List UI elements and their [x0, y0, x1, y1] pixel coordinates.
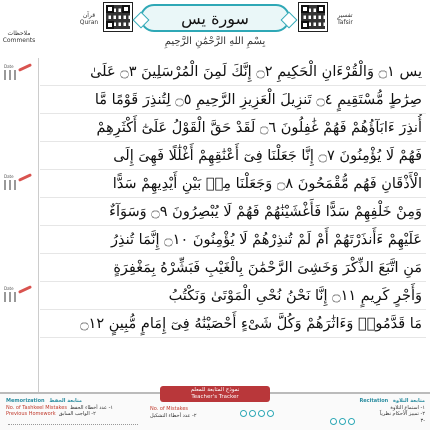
qr-code-quran[interactable]: [103, 2, 133, 32]
verse-line: مَنِ اتَّبَعَ الذِّكْرَ وَخَشِىَ الرَّحْمَٰنَ بِالْغَيْبِ فَبَشِّرْهُ بِمَغْفِرَةٍ: [40, 254, 426, 282]
verse-line: مَا قَدَّمُوا۟ وَءَاثَٰرَهُمْ وَكُلَّ شَىْءٍ أَحْصَيْنَٰهُ فِىٓ إِمَامٍ مُّبِينٍ ۝١٢: [40, 310, 426, 338]
comments-heading: ملاحظات Comments: [2, 30, 36, 44]
verse-line: وَمِنْ خَلْفِهِمْ سَدًّا فَأَغْشَيْنَٰهُمْ فَهُمْ لَا يُبْصِرُونَ ۝٩ وَسَوَآءٌ: [40, 198, 426, 226]
column-divider: [38, 58, 39, 396]
surah-title: سورة يس: [181, 8, 249, 28]
verse-line: عَلَيْهِمْ ءَأَنذَرْتَهُمْ أَمْ لَمْ تُنذِرْهُمْ لَا يُؤْمِنُونَ ۝١٠ إِنَّمَا تُنذِرُ: [40, 226, 426, 254]
rating-circle[interactable]: [339, 418, 346, 425]
qr-quran-label: قرآن Quran: [79, 12, 99, 26]
verse-line: يس ۝١ وَالْقُرْءَانِ الْحَكِيمِ ۝٢ إِنَّكَ لَمِنَ الْمُرْسَلِينَ ۝٣ عَلَىٰ: [40, 58, 426, 86]
comment-mark[interactable]: Date: [4, 64, 34, 80]
pen-icon: [18, 173, 32, 182]
rating-circles[interactable]: [240, 410, 274, 417]
comments-column: [0, 30, 38, 390]
mistakes-section: No. of Mistakes ٢- عدد أخطاء التشكيل: [150, 406, 197, 419]
basmala: بِسْمِ اللهِ الرَّحْمَٰنِ الرَّحِيمِ: [164, 36, 266, 47]
memorization-section: Memorization متابعة الحفظ No. of Tashkeel Mistakes ١- عدد أخطاء الحفظ Previous Homework ٢- الواجب السابق: [6, 398, 114, 417]
comment-mark[interactable]: Date: [4, 174, 34, 190]
bookmark-icon: [4, 292, 16, 302]
verse-line: أُنذِرَ ءَابَآؤُهُمْ فَهُمْ غَٰفِلُونَ ۝٦ لَقَدْ حَقَّ الْقَوْلُ عَلَىٰٓ أَكْثَرِهِمْ: [40, 114, 426, 142]
rating-circle[interactable]: [258, 410, 265, 417]
bookmark-icon: [4, 70, 16, 80]
page-header: [0, 0, 430, 58]
rating-circle[interactable]: [249, 410, 256, 417]
verse-line: صِرَٰطٍ مُّسْتَقِيمٍ ۝٤ تَنزِيلَ الْعَزِيزِ الرَّحِيمِ ۝٥ لِتُنذِرَ قَوْمًا مَّا: [40, 86, 426, 114]
tracker-title: نموذج المتابعة للمعلم Teacher's Tracker: [160, 386, 270, 402]
qr-tafsir-label: تفسير Tafsir: [337, 12, 353, 26]
pen-icon: [18, 285, 32, 294]
rating-circle[interactable]: [330, 418, 337, 425]
verse-line: الْأَذْقَانِ فَهُم مُّقْمَحُونَ ۝٨ وَجَعَلْنَا مِنۢ بَيْنِ أَيْدِيهِمْ سَدًّا: [40, 170, 426, 198]
qr-code-tafsir[interactable]: [298, 2, 328, 32]
pen-icon: [18, 63, 32, 72]
comment-mark[interactable]: Date: [4, 286, 34, 302]
bookmark-icon: [4, 180, 16, 190]
quran-text: [40, 58, 426, 338]
rating-circle[interactable]: [348, 418, 355, 425]
rating-circles[interactable]: [330, 418, 355, 425]
recitation-section: Recitation متابعة التلاوة ١- استماع التلاوة ٢- تمييز الأحكام نظرياً ٣-: [359, 398, 425, 424]
verse-line: وَأَجْرٍ كَرِيمٍ ۝١١ إِنَّا نَحْنُ نُحْىِ الْمَوْتَىٰ وَنَكْتُبُ: [40, 282, 426, 310]
surah-title-frame: [140, 4, 290, 32]
rating-circle[interactable]: [240, 410, 247, 417]
writing-line[interactable]: [8, 424, 138, 425]
rating-circle[interactable]: [267, 410, 274, 417]
verse-line: فَهُمْ لَا يُؤْمِنُونَ ۝٧ إِنَّا جَعَلْنَا فِىٓ أَعْنَٰقِهِمْ أَغْلَٰلًا فَهِىَ إِلَى: [40, 142, 426, 170]
teacher-tracker: [0, 387, 430, 430]
